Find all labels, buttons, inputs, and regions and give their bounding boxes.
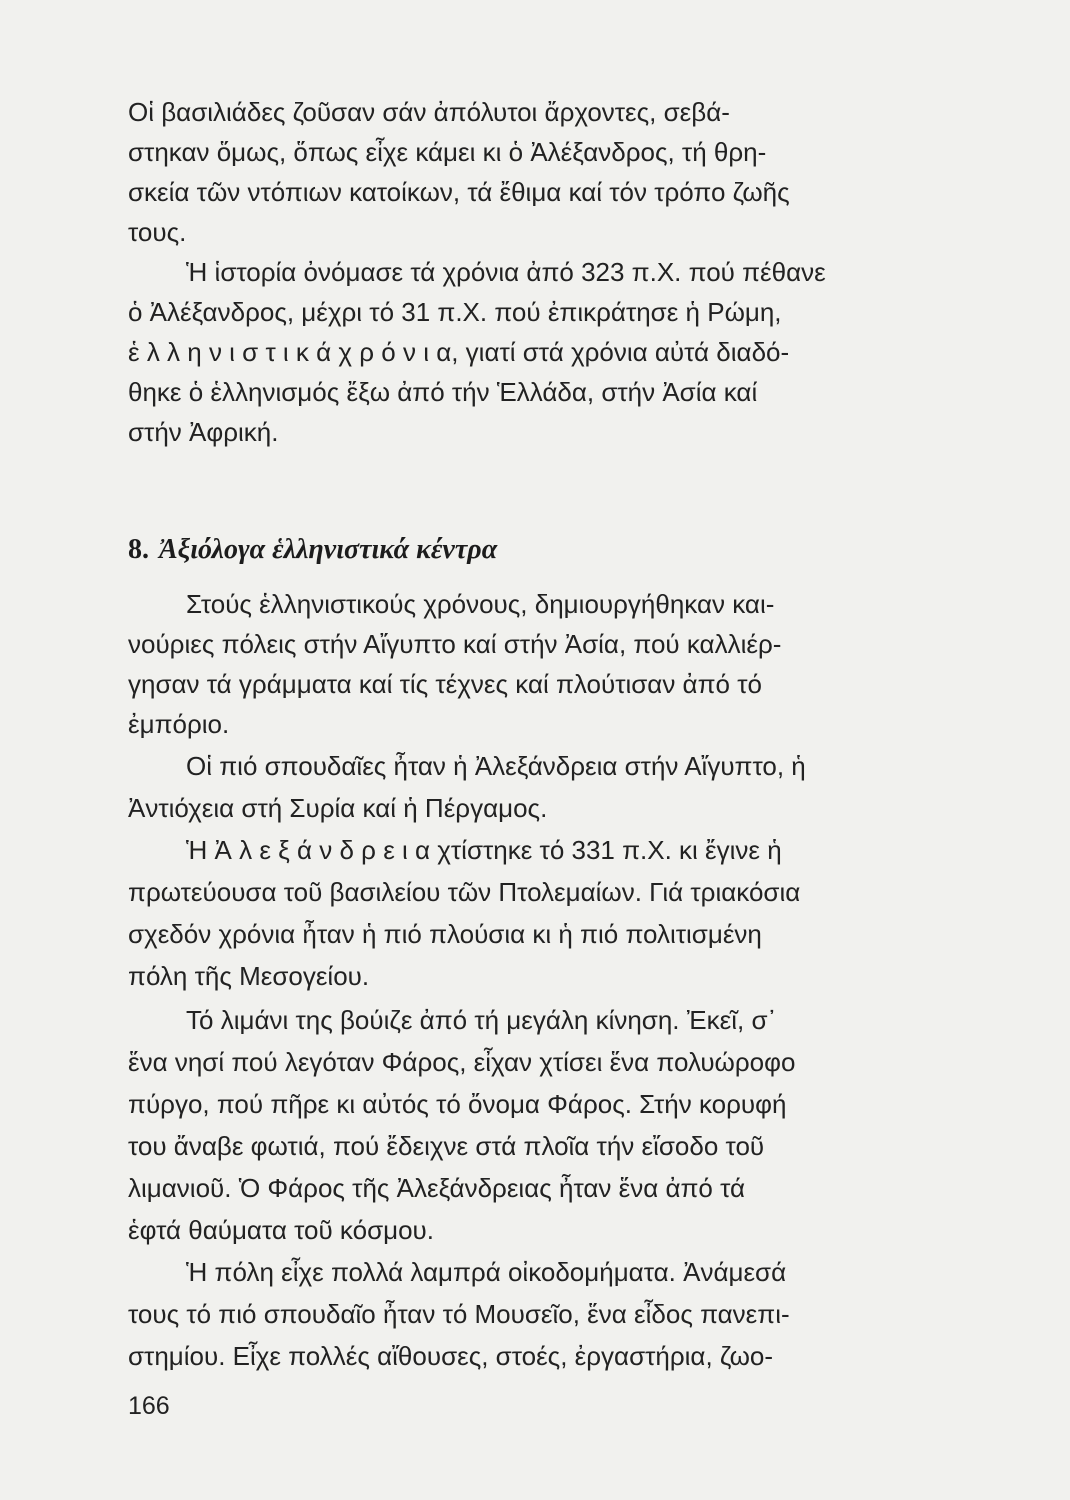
text-line: στήν Ἀφρική. [128, 417, 279, 447]
section-number: 8. [128, 534, 149, 565]
text-line: λιμανιοῦ. Ὁ Φάρος τῆς Ἀλεξάνδρειας ἦταν ἕνα ἀπό τά [128, 1173, 746, 1203]
text-line: Ἡ πόλη εἶχε πολλά λαμπρά οἰκοδομήματα. Ἀνάμεσά [186, 1257, 787, 1287]
text-line: πύργο, πού πῆρε κι αὐτός τό ὄνομα Φάρος. Στήν κορυφή [128, 1089, 787, 1119]
text-line: του ἄναβε φωτιά, πού ἔδειχνε στά πλοῖα τήν εἴσοδο τοῦ [128, 1131, 765, 1161]
text-line: Οἱ πιό σπουδαῖες ἦταν ἡ Ἀλεξάνδρεια στήν Αἴγυπτο, ἡ [186, 751, 806, 781]
text-line: σκεία τῶν ντόπιων κατοίκων, τά ἔθιμα καί τόν τρόπο ζωῆς [128, 177, 790, 207]
text-line: Ἡ Ἀ λ ε ξ ά ν δ ρ ε ι α χτίστηκε τό 331 π.Χ. κι ἔγινε ἡ [186, 835, 782, 865]
text-line: γησαν τά γράμματα καί τίς τέχνες καί πλούτισαν ἀπό τό [128, 669, 762, 699]
text-line: Ἡ ἱστορία ὀνόμασε τά χρόνια ἀπό 323 π.Χ. πού πέθανε [186, 257, 826, 287]
text-line: ἕνα νησί πού λεγόταν Φάρος, εἶχαν χτίσει ἕνα πολυώροφο [128, 1047, 796, 1077]
text-line: ὁ Ἀλέξανδρος, μέχρι τό 31 π.Χ. πού ἐπικράτησε ἡ Ρώμη, [128, 297, 782, 327]
text-line: νούριες πόλεις στήν Αἴγυπτο καί στήν Ἀσία, πού καλλιέρ- [128, 629, 782, 659]
text-line: θηκε ὁ ἑλληνισμός ἔξω ἀπό τήν Ἑλλάδα, στήν Ἀσία καί [128, 377, 758, 407]
text-line: πρωτεύουσα τοῦ βασιλείου τῶν Πτολεμαίων. Γιά τριακόσια [128, 877, 801, 907]
page-number: 166 [128, 1392, 170, 1420]
text-line: στημίου. Εἶχε πολλές αἴθουσες, στοές, ἐργαστήρια, ζωο- [128, 1341, 774, 1371]
text-line: σχεδόν χρόνια ἦταν ἡ πιό πλούσια κι ἡ πιό πολιτισμένη [128, 919, 762, 949]
text-line: τους. [128, 217, 187, 247]
text-line: ἑφτά θαύματα τοῦ κόσμου. [128, 1215, 434, 1245]
text-line: ἑ λ λ η ν ι σ τ ι κ ά χ ρ ό ν ι α, γιατί στά χρόνια αὐτά διαδό- [128, 337, 790, 367]
text-line: τους τό πιό σπουδαῖο ἦταν τό Μουσεῖο, ἕνα εἶδος πανεπι- [128, 1299, 790, 1329]
section-heading [128, 530, 497, 570]
section-title: Ἀξιόλογα ἑλληνιστικά κέντρα [159, 534, 498, 565]
text-line: Ἀντιόχεια στή Συρία καί ἡ Πέργαμος. [128, 793, 548, 823]
text-line: πόλη τῆς Μεσογείου. [128, 961, 370, 991]
text-line: στηκαν ὅμως, ὅπως εἶχε κάμει κι ὁ Ἀλέξανδρος, τή θρη- [128, 137, 767, 167]
text-line: Τό λιμάνι της βούιζε ἀπό τή μεγάλη κίνηση. Ἐκεῖ, σ᾽ [186, 1005, 777, 1035]
text-line: Στούς ἑλληνιστικούς χρόνους, δημιουργήθηκαν και- [186, 589, 775, 619]
text-line: ἐμπόριο. [128, 709, 230, 739]
text-line: Οἱ βασιλιάδες ζοῦσαν σάν ἀπόλυτοι ἄρχοντες, σεβά- [128, 97, 730, 127]
